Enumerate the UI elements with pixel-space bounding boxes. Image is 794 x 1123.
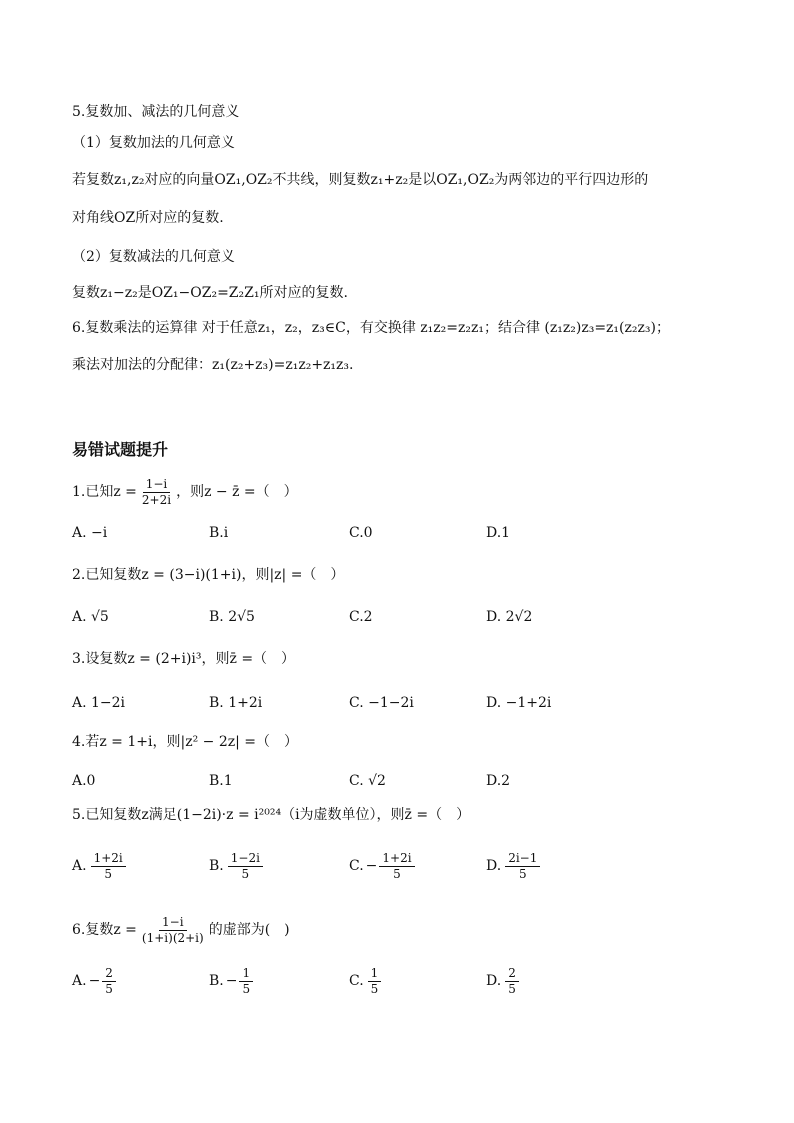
q1-option-b[interactable]: B.i <box>209 525 229 541</box>
q5-option-b-den: 5 <box>241 866 250 881</box>
q2-option-b[interactable]: B. 2√5 <box>209 609 255 625</box>
q1-expr: z = <box>113 484 137 500</box>
q6-option-a[interactable] <box>72 960 118 1002</box>
q5-stem: 5.已知复数z满足(1−2i)·z = i²⁰²⁴（i为虚数单位），则z̄ =（ ） <box>72 807 471 823</box>
q6-stem <box>72 910 290 950</box>
q6-option-b-fraction <box>239 966 253 997</box>
q5-option-b[interactable] <box>209 845 265 887</box>
section5-sub2: （2）复数减法的几何意义 <box>72 249 235 265</box>
q6-option-b-sign: − <box>225 973 238 989</box>
q1-pre: 1.已知 <box>72 484 114 500</box>
section5-title: 5.复数加、减法的几何意义 <box>72 104 240 120</box>
q4-option-c[interactable]: C. √2 <box>349 773 386 789</box>
q6-option-c[interactable] <box>349 960 383 1002</box>
q5-option-b-label: B. <box>209 858 224 874</box>
q6-pre: 6.复数 <box>72 922 114 938</box>
section5-line2: 对角线OZ所对应的复数. <box>72 210 224 226</box>
q1-numerator: 1−i <box>143 477 171 493</box>
q6-option-a-den: 5 <box>105 981 113 996</box>
q1-fraction <box>139 477 174 508</box>
q5-option-a[interactable] <box>72 845 128 887</box>
section5-line3: 复数z₁−z₂是OZ₁−OZ₂=Z₂Z₁所对应的复数. <box>72 285 348 301</box>
q6-option-d-num: 2 <box>505 966 519 982</box>
q3-option-b[interactable]: B. 1+2i <box>209 695 263 711</box>
q1-stem <box>72 474 298 510</box>
q5-option-d-num: 2i−1 <box>505 851 540 867</box>
section6-line1: 6.复数乘法的运算律 对于任意z₁，z₂，z₃∈C，有交换律 z₁z₂=z₂z₁；结合律 (z₁z₂)z₃=z₁(z₂z₃)； <box>72 320 670 336</box>
q6-option-c-label: C. <box>349 973 364 989</box>
q4-stem: 4.若z = 1+i，则|z² − 2z| =（ ） <box>72 734 298 750</box>
q6-option-b-label: B. <box>209 973 224 989</box>
q5-option-c-fraction <box>379 851 414 882</box>
q6-option-a-fraction <box>102 966 116 997</box>
section5-sub1: （1）复数加法的几何意义 <box>72 135 235 151</box>
q6-denominator: (1+i)(2+i) <box>141 930 204 945</box>
q6-option-d-den: 5 <box>508 981 516 996</box>
q6-option-b-num: 1 <box>239 966 253 982</box>
q6-option-b-den: 5 <box>242 981 251 996</box>
q2-option-a[interactable]: A. √5 <box>72 609 109 625</box>
q6-option-a-num: 2 <box>102 966 116 982</box>
q5-option-a-fraction <box>91 851 126 882</box>
q6-fraction <box>139 915 207 946</box>
q5-option-b-num: 1−2i <box>228 851 263 867</box>
q3-options <box>72 688 722 718</box>
q3-option-c[interactable]: C. −1−2i <box>349 695 414 711</box>
q3-option-d[interactable]: D. −1+2i <box>486 695 552 711</box>
q1-option-a[interactable]: A. −i <box>72 525 108 541</box>
q6-option-c-fraction <box>368 966 382 997</box>
q5-option-a-den: 5 <box>104 866 112 881</box>
q6-options <box>72 960 722 1002</box>
q4-option-b[interactable]: B.1 <box>209 773 233 789</box>
practice-title: 易错试题提升 <box>72 440 169 459</box>
q5-option-d-label: D. <box>486 858 502 874</box>
q6-option-d[interactable] <box>486 960 521 1002</box>
q5-option-d-fraction <box>505 851 540 882</box>
q4-option-d[interactable]: D.2 <box>486 773 511 789</box>
q2-stem: 2.已知复数z = (3−i)(1+i)，则|z| =（ ） <box>72 567 345 583</box>
q5-option-b-fraction <box>228 851 263 882</box>
q4-options <box>72 766 722 796</box>
q1-post: ，则z − z̄ =（ ） <box>176 484 298 500</box>
q5-option-c-num: 1+2i <box>379 851 414 867</box>
q6-option-d-fraction <box>505 966 519 997</box>
q3-stem: 3.设复数z = (2+i)i³，则z̄ =（ ） <box>72 651 296 667</box>
q2-options <box>72 602 722 632</box>
q6-option-d-label: D. <box>486 973 502 989</box>
q5-option-a-num: 1+2i <box>91 851 126 867</box>
q6-option-b[interactable] <box>209 960 255 1002</box>
q3-option-a[interactable]: A. 1−2i <box>72 695 126 711</box>
q1-option-c[interactable]: C.0 <box>349 525 373 541</box>
q5-option-c-label: C. <box>349 858 364 874</box>
q5-option-c[interactable] <box>349 845 417 887</box>
q5-option-c-den: 5 <box>393 866 401 881</box>
q6-expr: z = <box>113 922 137 938</box>
q5-option-d-den: 5 <box>518 866 527 881</box>
q6-option-a-label: A. <box>72 973 87 989</box>
q1-options <box>72 518 722 548</box>
q2-option-c[interactable]: C.2 <box>349 609 373 625</box>
q6-option-c-num: 1 <box>368 966 382 982</box>
q2-option-d[interactable]: D. 2√2 <box>486 609 533 625</box>
section5-line1: 若复数z₁,z₂对应的向量OZ₁,OZ₂不共线，则复数z₁+z₂是以OZ₁,OZ₂为两邻边的平行四边形的 <box>72 172 649 188</box>
q4-option-a[interactable]: A.0 <box>72 773 96 789</box>
q6-option-a-sign: − <box>88 973 101 989</box>
q5-option-d[interactable] <box>486 845 542 887</box>
q1-option-d[interactable]: D.1 <box>486 525 511 541</box>
q5-options <box>72 845 722 887</box>
q6-post: 的虚部为( ) <box>208 922 290 938</box>
q1-denominator: 2+2i <box>141 492 172 507</box>
q5-option-c-sign: − <box>365 858 378 874</box>
q6-numerator: 1−i <box>159 915 187 931</box>
q6-option-c-den: 5 <box>370 981 379 996</box>
q5-option-a-label: A. <box>72 858 87 874</box>
section6-line2: 乘法对加法的分配律：z₁(z₂+z₃)=z₁z₂+z₁z₃. <box>72 357 354 373</box>
